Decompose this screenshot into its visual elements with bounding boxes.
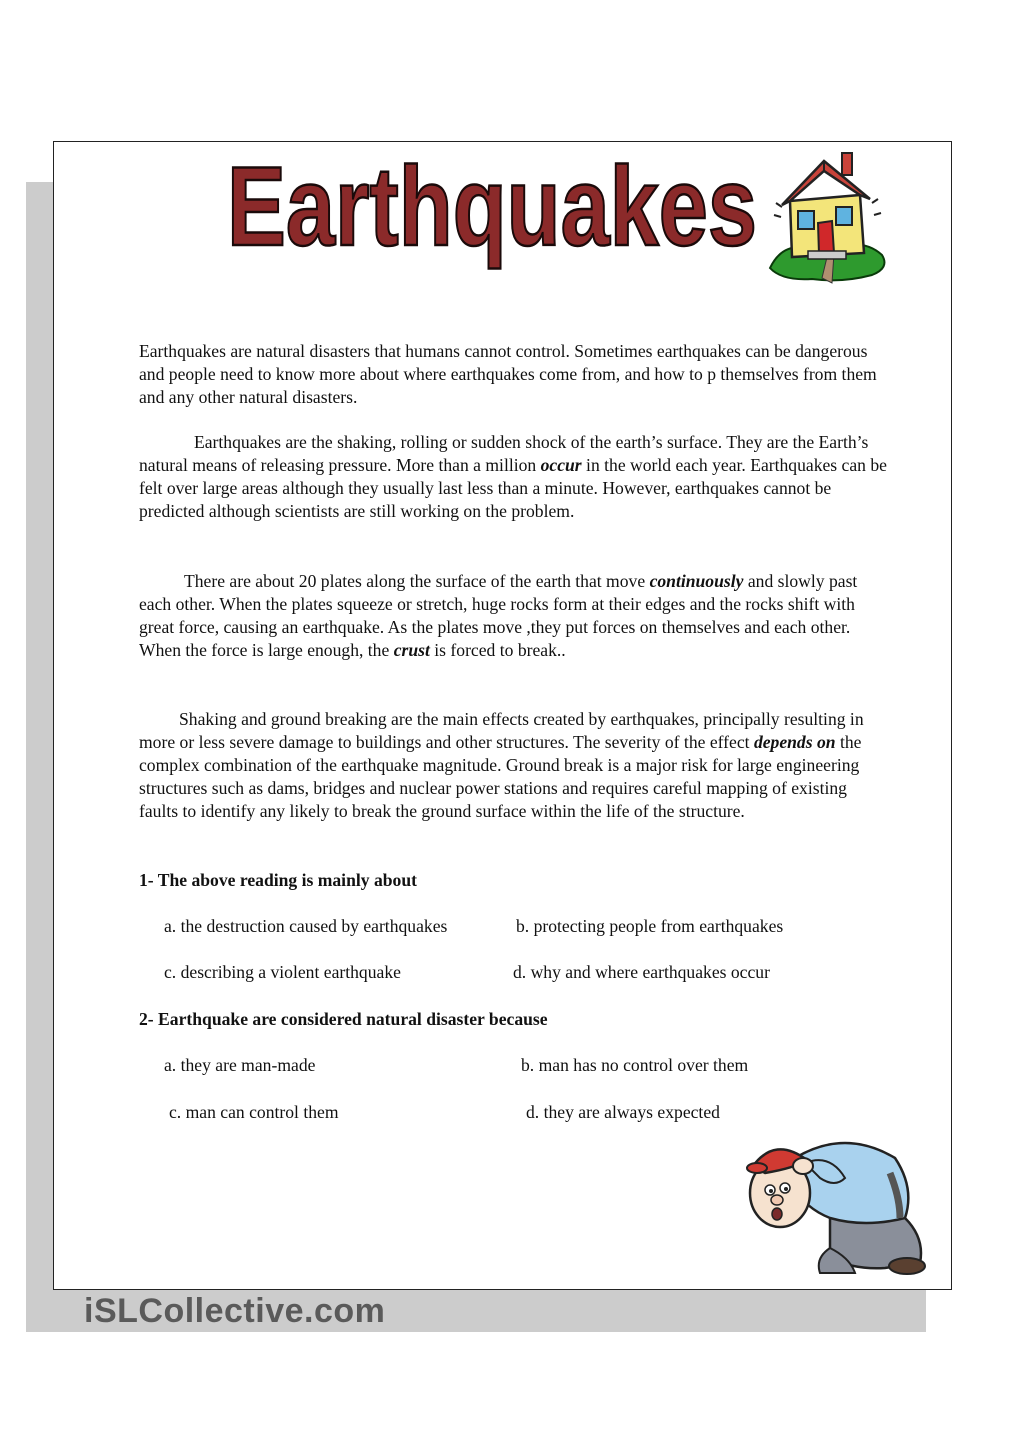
crouching-man-icon: [735, 1118, 930, 1278]
paragraph-text: Earthquakes are natural disasters that humans cannot control. Sometimes earthquakes can be dangerous and people need to know more about where earthquakes come from, and how to p themselves from them and any other natural disasters.: [139, 341, 877, 407]
paragraph-3: [139, 570, 889, 662]
question-2-option-c[interactable]: c. man can control them: [169, 1102, 339, 1122]
question-1-option-a[interactable]: a. the destruction caused by earthquakes: [164, 916, 448, 936]
question-1-option-c[interactable]: c. describing a violent earthquake: [164, 962, 401, 982]
question-2-option-d[interactable]: d. they are always expected: [526, 1102, 720, 1122]
emphasis-word: depends on: [753, 732, 836, 752]
shaking-house-icon: [762, 143, 892, 288]
paragraph-1: [139, 340, 889, 409]
paragraph-text: Shaking and ground breaking are the main effects created by earthquakes, principally resulting in more or less severe damage to buildings and other structures. The severity of the effect: [139, 709, 864, 752]
question-2: 2- Earthquake are considered natural disaster because: [139, 1009, 548, 1029]
title-wordart: [222, 144, 762, 280]
paragraph-text: the complex combination of the earthquake magnitude. Ground break is a major risk for large engineering structures such as dams, bridges and nuclear power stations and requires careful mapping of existing faults to identify any likely to break the ground surface within the life of the structure.: [139, 732, 862, 821]
paragraph-2: [139, 431, 889, 523]
emphasis-word: crust: [393, 640, 430, 660]
question-1-option-b[interactable]: b. protecting people from earthquakes: [516, 916, 784, 936]
paragraph-text: and slowly past each other. When the plates squeeze or stretch, huge rocks form at their edges and the rocks shift with great force, causing an earthquake. As the plates move ,they put forces on themselves and each other. When the force is large enough, the: [139, 571, 858, 660]
paragraph-text: is forced to break..: [429, 640, 566, 660]
paragraph-text: Earthquakes are the shaking, rolling or sudden shock of the earth’s surface. They are the Earth’s natural means of releasing pressure. More than a million: [139, 432, 869, 475]
question-2-option-b[interactable]: b. man has no control over them: [521, 1055, 749, 1075]
paragraph-4: [139, 708, 889, 823]
emphasis-word: continuously: [649, 571, 744, 591]
question-1: 1- The above reading is mainly about: [139, 870, 417, 890]
watermark: iSLCollective.com: [84, 1292, 386, 1330]
paragraph-text: There are about 20 plates along the surface of the earth that move: [184, 571, 650, 591]
question-2-option-a[interactable]: a. they are man-made: [164, 1055, 316, 1075]
paragraph-text: in the world each year. Earthquakes can be felt over large areas although they usually last less than a minute. However, earthquakes cannot be predicted although scientists are still working on the problem.: [139, 455, 887, 521]
question-1-option-d[interactable]: d. why and where earthquakes occur: [513, 962, 770, 982]
emphasis-word: occur: [540, 455, 582, 475]
page-title: Earthquakes: [227, 144, 757, 269]
